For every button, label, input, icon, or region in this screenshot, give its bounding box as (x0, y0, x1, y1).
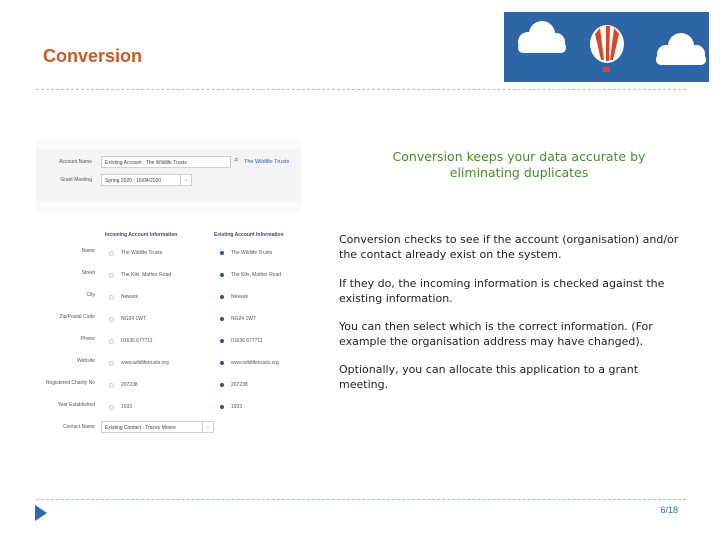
existing-radio[interactable] (220, 317, 224, 321)
row-label: Name (81, 248, 95, 254)
account-link[interactable]: The Wildlife Trusts (244, 159, 290, 165)
existing-radio[interactable] (220, 273, 224, 277)
incoming-value: The Wildlife Trusts (121, 250, 163, 256)
paragraph-checks: Conversion checks to see if the account (organisation) and/or the contact already exist on the system. (339, 233, 679, 261)
existing-radio[interactable] (220, 339, 224, 343)
search-icon[interactable]: ⌕ (234, 155, 239, 164)
row-label: Website (77, 358, 95, 364)
incoming-value: 207238 (121, 382, 138, 388)
grant-meeting-select[interactable] (101, 174, 192, 186)
incoming-value: www.wildlifetrusts.org (121, 360, 169, 366)
row-label: City (86, 292, 95, 298)
existing-value: 207238 (231, 382, 248, 388)
existing-value: 1933 (231, 404, 243, 410)
incoming-value: The Kiln, Mather Road (121, 272, 172, 278)
existing-radio[interactable] (220, 251, 224, 255)
logo-banner (504, 12, 709, 82)
row-label: Year Established (57, 402, 95, 408)
incoming-radio[interactable] (109, 273, 114, 278)
incoming-radio[interactable] (109, 405, 114, 410)
existing-radio[interactable] (220, 295, 224, 299)
row-label: Zip/Postal Code (59, 314, 95, 320)
conversion-screenshot (36, 139, 301, 442)
cloud-icon (518, 21, 566, 53)
incoming-value: Newark (121, 294, 138, 300)
hot-air-balloon-icon (590, 25, 624, 72)
incoming-radio[interactable] (109, 251, 114, 256)
row-label: Street (81, 270, 95, 276)
incoming-radio[interactable] (109, 317, 114, 322)
incoming-value: 1933 (121, 404, 133, 410)
existing-value: 01636 677711 (231, 338, 263, 344)
slide-heading: Conversion keeps your data accurate by eliminating duplicates (392, 149, 646, 180)
chevron-down-icon: ⌄ (180, 175, 191, 185)
contact-name-select[interactable] (101, 421, 214, 433)
existing-value: NG24 1WT (231, 316, 257, 322)
top-divider (36, 89, 686, 90)
paragraph-grant-meeting: Optionally, you can allocate this application to a grant meeting. (339, 363, 639, 391)
paragraph-compare: If they do, the incoming information is checked against the existing information. (339, 277, 665, 305)
incoming-value: 01636 677711 (121, 338, 153, 344)
existing-value: The Kiln, Mather Road (231, 272, 282, 278)
existing-value: www.wildlifetrusts.org (231, 360, 279, 366)
page-number: 6/18 (660, 505, 678, 515)
paragraph-select: You can then select which is the correct information. (For example the organisation address may have changed). (339, 320, 653, 348)
existing-radio[interactable] (220, 361, 224, 365)
row-label: Phone (80, 336, 95, 342)
account-name-select[interactable] (101, 156, 231, 168)
contact-name-value: Existing Contact : Tracey Moore (105, 425, 176, 431)
grant-meeting-value: Spring 2020 : 16/04/2020 (105, 178, 162, 184)
incoming-radio[interactable] (109, 383, 114, 388)
incoming-header: Incoming Account Information (105, 232, 178, 238)
row-label: Registered Charity No (45, 380, 95, 386)
existing-value: The Wildlife Trusts (231, 250, 273, 256)
account-name-label: Account Name (59, 159, 92, 165)
incoming-value: NG24 1WT (121, 316, 147, 322)
existing-header: Existing Account Information (214, 232, 284, 238)
slide-title: Conversion (43, 46, 143, 66)
existing-value: Newark (231, 294, 248, 300)
contact-name-label: Contact Name (63, 424, 95, 430)
bottom-divider (36, 499, 686, 500)
grant-meeting-label: Grant Meeting (60, 177, 92, 183)
conversion-top-panel (36, 149, 301, 201)
incoming-radio[interactable] (109, 361, 114, 366)
chevron-down-icon: ⌄ (202, 422, 213, 432)
cloud-icon (656, 33, 706, 65)
conversion-main-panel (36, 212, 301, 442)
incoming-radio[interactable] (109, 339, 114, 344)
existing-radio[interactable] (220, 383, 224, 387)
incoming-radio[interactable] (109, 295, 114, 300)
play-icon[interactable] (35, 505, 47, 521)
existing-radio[interactable] (220, 405, 224, 409)
account-name-value: Existing Account : The Wildlife Trusts (105, 160, 187, 166)
